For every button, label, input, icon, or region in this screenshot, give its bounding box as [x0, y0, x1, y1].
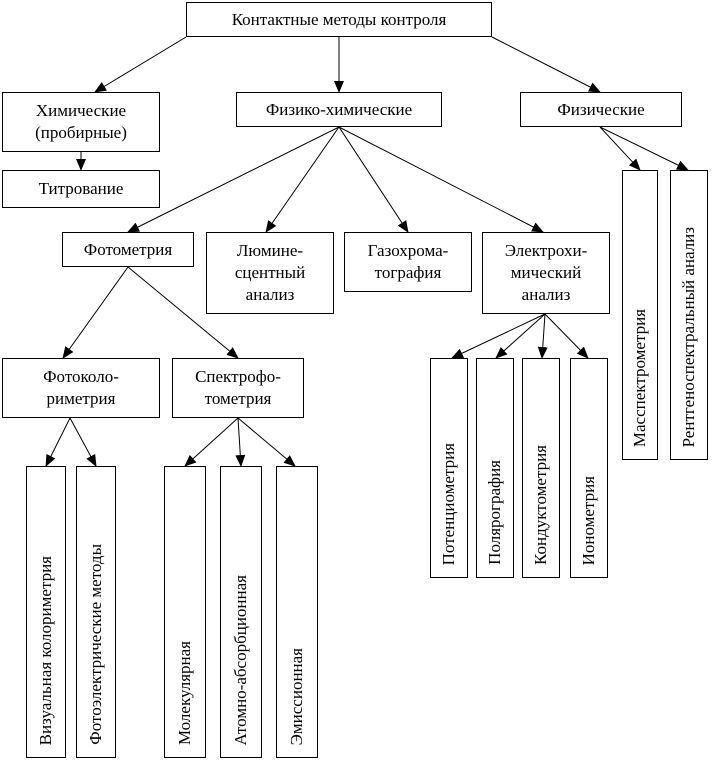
node-electrochemical: Электрохи- мический анализ — [482, 232, 610, 314]
arrow-spectro-to-emiss — [238, 418, 295, 466]
node-mass-spectrometry-label: Масспектрометрия — [630, 308, 649, 447]
arrow-spectro-to-molec — [185, 418, 238, 466]
arrow-photocolor-to-visual — [46, 418, 70, 466]
node-visual-colorimetry-label: Визуальная колориметрия — [36, 555, 55, 745]
arrow-electro-to-potent — [452, 314, 545, 358]
arrow-electro-to-polar — [496, 314, 545, 358]
arrow-spectro-to-atomic — [238, 418, 241, 466]
node-atomic-absorption-label: Атомно-абсорбционная — [231, 574, 250, 745]
node-ionometry-label: Ионометрия — [579, 475, 598, 565]
node-luminescent: Люмине- сцентный анализ — [206, 232, 334, 314]
arrow-electro-to-conduct — [542, 314, 545, 358]
arrow-phys-to-xray — [600, 127, 688, 170]
node-ionometry — [570, 358, 608, 578]
node-conductometry-label: Кондуктометрия — [531, 444, 550, 565]
arrow-root-to-phys — [492, 37, 600, 92]
node-potentiometry-label: Потенциометрия — [439, 442, 458, 565]
node-polarography — [476, 358, 514, 578]
node-photocolorimetry: Фотоколо- риметрия — [2, 358, 160, 418]
node-spectrophotometry: Спектрофо- тометрия — [172, 358, 304, 418]
node-photoelectric-methods-label: Фотоэлектрические методы — [86, 544, 105, 745]
node-atomic-absorption — [220, 466, 262, 758]
arrow-photometry-to-photocolor — [63, 267, 128, 358]
node-molecular-label: Молекулярная — [175, 640, 194, 745]
node-root: Контактные методы контроля — [186, 2, 492, 37]
node-emission — [276, 466, 318, 758]
arrow-phys-to-mass — [600, 127, 640, 170]
node-physical: Физические — [520, 92, 682, 127]
node-xray-spectral — [670, 170, 708, 460]
node-potentiometry — [430, 358, 468, 578]
arrow-electro-to-ionom — [545, 314, 588, 358]
node-visual-colorimetry — [26, 466, 66, 758]
node-emission-label: Эмиссионная — [287, 647, 306, 745]
arrow-root-to-chem — [95, 37, 186, 92]
node-physico-chemical: Физико-химические — [236, 92, 442, 127]
arrow-phys_chem-to-electro — [339, 127, 543, 232]
node-xray-spectral-label: Рентгеноспектральный анализ — [679, 226, 698, 447]
node-chemical: Химические (пробирные) — [2, 92, 160, 152]
node-gas-chromatography: Газохрома- тография — [344, 232, 472, 292]
node-titration: Титрование — [2, 170, 160, 208]
arrow-phys_chem-to-lumin — [266, 127, 339, 232]
node-photoelectric-methods — [76, 466, 116, 758]
node-photometry: Фотометрия — [62, 232, 194, 267]
arrow-photocolor-to-photoel — [70, 418, 96, 466]
node-molecular — [164, 466, 206, 758]
node-polarography-label: Полярография — [485, 460, 504, 565]
node-conductometry — [522, 358, 560, 578]
arrow-phys_chem-to-gas — [339, 127, 408, 232]
node-mass-spectrometry — [622, 170, 658, 460]
